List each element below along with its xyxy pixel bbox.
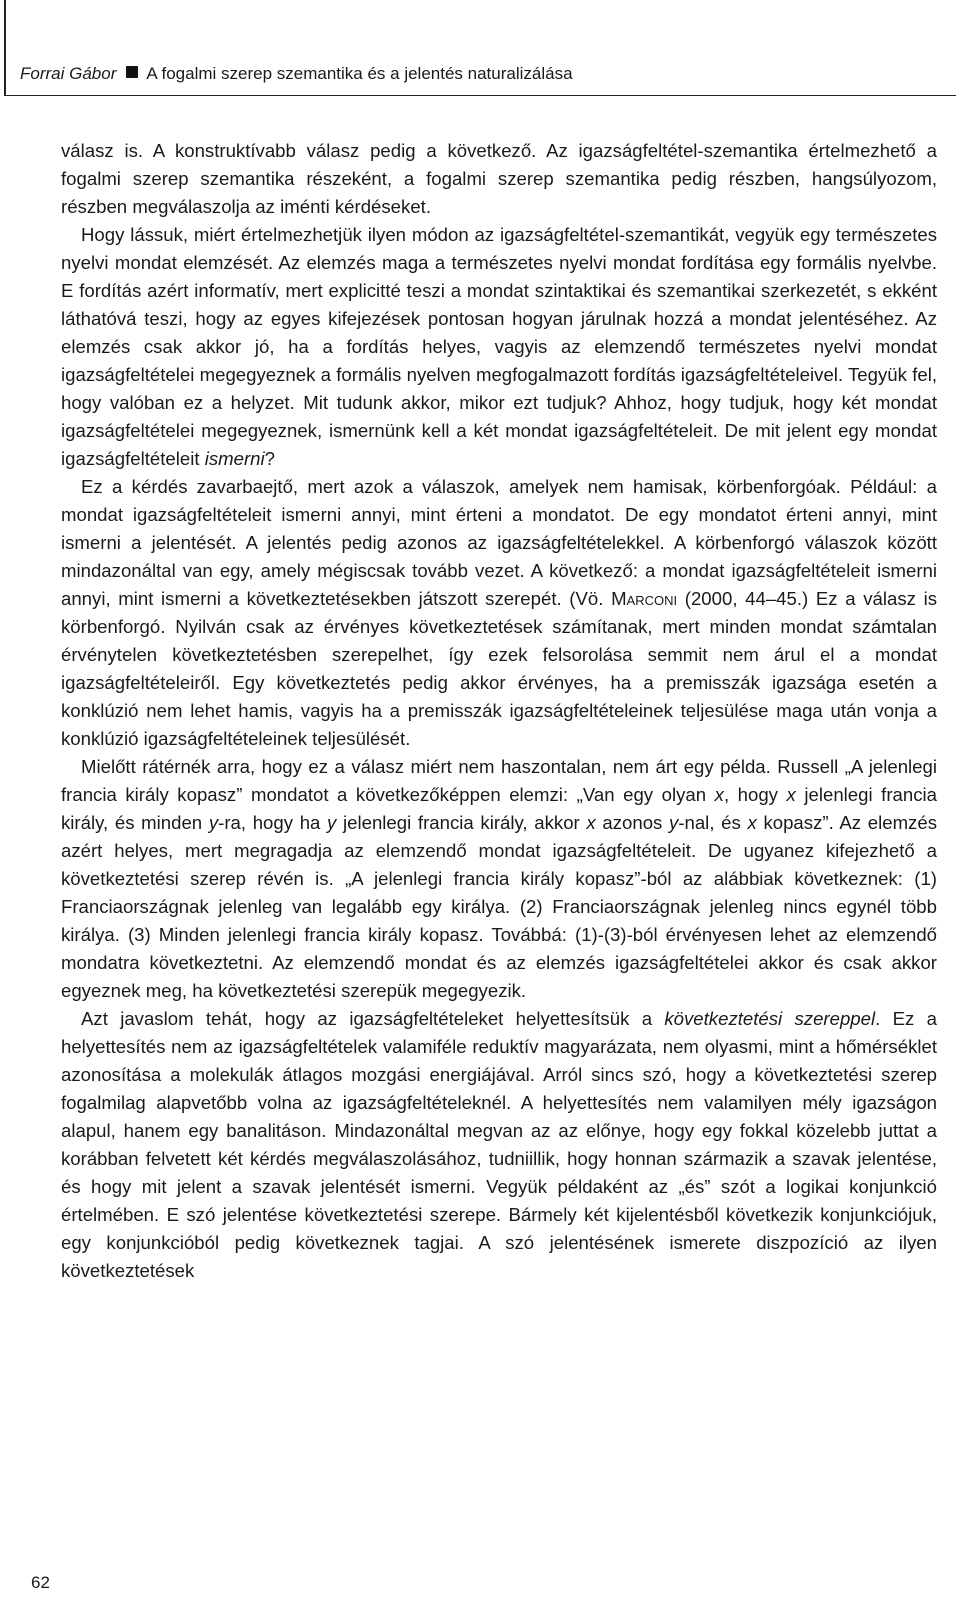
variable-y: y [208, 812, 219, 833]
citation-author: Marconi [611, 588, 678, 609]
paragraph-5-text: . Ez a helyettesítés nem az igazságfeltételek valamiféle reduktív magyarázata, nem olyasmi, mint a hőmérséklet azonosítása a molekulák átlagos mozgási energiájával. Arról sincs szó, hogy a következtetési szerep fogalmilag alapvetőbb volna az igazságfeltételeknél. A helyettesítés nem valamilyen mély igazságon alapul, hanem egy banalitáson. Mindazonáltal megvan az az előnye, hogy egy fokkal közelebb juttat a korábban felvetett két kérdés megválaszolásához, tudniillik, hogy honnan származik a szavak jelentése, és hogy mit jelent a szavak jelentését ismerni. Vegyük példaként az „és” szót a logikai konjunkció értelmében. E szó jelentése következtetési szerepe. Bármely két kijelentésből következik konjunkciójuk, egy konjunkcióból pedig következnek tagjai. A szó jelentésének ismerete diszpozíció az ilyen következtetések [61, 1008, 937, 1281]
emphasis-kovetkeztetesi-szereppel: következtetési szereppel [664, 1008, 876, 1029]
square-bullet-icon [126, 66, 138, 78]
variable-y: y [669, 812, 679, 833]
variable-x: x [714, 784, 724, 805]
paragraph-2-end: ? [264, 448, 275, 469]
header-author: Forrai Gábor [20, 64, 117, 83]
body-text [61, 137, 937, 1285]
variable-x: x [786, 784, 796, 805]
paragraph-1-text: válasz is. A konstruktívabb válasz pedig a következő. Az igazságfeltétel-szemantika értelmezhető a fogalmi szerep szemantika részeként, a fogalmi szerep szemantika pedig részben, hangsúlyozom, részben megválaszolja az iménti kérdéseket. [61, 140, 937, 217]
page-number: 62 [31, 1573, 50, 1592]
paragraph-4 [61, 753, 937, 1005]
emphasis-ismerni: ismerni [204, 448, 265, 469]
paragraph-4-text: Mielőtt rátérnék arra, hogy ez a válasz miért nem haszontalan, nem árt egy példa. Russell „A jelenlegi francia király kopasz” mondatot a következőképpen elemzi: „Van egy olyan [61, 756, 937, 805]
variable-y: y [327, 812, 337, 833]
paragraph-4-text: jelenlegi francia király, és minden [61, 784, 937, 833]
variable-x: x [586, 812, 596, 833]
running-header [20, 64, 573, 84]
paragraph-5 [61, 1005, 937, 1285]
paragraph-3-text: Ez a kérdés zavarbaejtő, mert azok a válaszok, amelyek nem hamisak, körbenforgóak. Például: a mondat igazságfeltételeit ismerni annyi, mint érteni a mondatot. De egy mondatot érteni annyi, mint ismerni a jelentését. A jelentés pedig azonos az igazságfeltételekkel. A körbenforgó válaszok között mindazonáltal van egy, amely mégiscsak tovább vezet. A következő: a mondat igazságfeltételeit ismerni annyi, mint ismerni a következtetésekben játszott szerepét. (Vö. [61, 476, 937, 609]
paragraph-3-end: (2000, 44–45.) Ez a válasz is körbenforgó. Nyilván csak az érvényes következtetések számítanak, mert minden mondat számtalan érvénytelen következtetésben szerepelhet, így ezek felsorolása semmit nem árul el a mondat igazságfeltételeiről. Egy következtetés pedig akkor érvényes, ha a premisszák igazsága esetén a konklúzió nem lehet hamis, vagyis ha a premisszák igazságfeltételeinek teljesülése maga után vonja a konklúzió igazságfeltételeinek teljesülését. [61, 588, 937, 749]
header-rule [4, 95, 956, 96]
paragraph-3 [61, 473, 937, 753]
paragraph-4-text: -ra, hogy ha [218, 812, 328, 833]
variable-x: x [747, 812, 757, 833]
paragraph-1 [61, 137, 937, 221]
paragraph-4-text: jelenlegi francia király, akkor [336, 812, 587, 833]
paragraph-4-text: kopasz”. Az elemzés azért helyes, mert megragadja az elemzendő mondat igazságfeltételeit. De ugyanez kifejezhető a következtetési szerep révén is. „A jelenlegi francia király kopasz”-ból az alábbiak következnek: (1) Franciaországnak jelenleg van legalább egy királya. (2) Franciaországnak jelenleg nincs egynél több királya. (3) Minden jelenlegi francia király kopasz. Továbbá: (1)-(3)-ból érvényesen lehet az elemzendő mondatra következtetni. Az elemzendő mondat és az elemzés igazságfeltételei akkor és csak akkor egyeznek meg, ha következtetési szerepük megegyezik. [61, 812, 937, 1001]
paragraph-4-text: azonos [595, 812, 670, 833]
header-title: A fogalmi szerep szemantika és a jelentés naturalizálása [146, 64, 573, 83]
paragraph-2-text: Hogy lássuk, miért értelmezhetjük ilyen módon az igazságfeltétel-szemantikát, vegyük egy természetes nyelvi mondat elemzését. Az elemzés maga a természetes nyelvi mondat fordítása egy formális nyelvbe. E fordítás azért informatív, mert explicitté teszi a mondat szintaktikai és szemantikai szerkezetét, s ekként láthatóvá teszi, hogy az egyes kifejezések pontosan hogyan járulnak hozzá a mondat jelentéséhez. Az elemzés csak akkor jó, ha a fordítás helyes, vagyis az elemzendő természetes nyelvi mondat igazságfeltételei megegyeznek a formális nyelven megfogalmazott fordítás igazságfeltételeivel. Tegyük fel, hogy valóban ez a helyzet. Mit tudunk akkor, mikor ezt tudjuk? Ahhoz, hogy tudjuk, hogy két mondat igazságfeltételei megegyeznek, ismernünk kell a két mondat igazságfeltételeit. De mit jelent egy mondat igazságfeltételeit [61, 224, 937, 469]
paragraph-2 [61, 221, 937, 473]
paragraph-4-text: -nal, és [678, 812, 748, 833]
paragraph-5-text: Azt javaslom tehát, hogy az igazságfeltételeket helyettesítsük a [81, 1008, 665, 1029]
paragraph-4-text: , hogy [723, 784, 787, 805]
header-vertical-rule [4, 0, 6, 96]
